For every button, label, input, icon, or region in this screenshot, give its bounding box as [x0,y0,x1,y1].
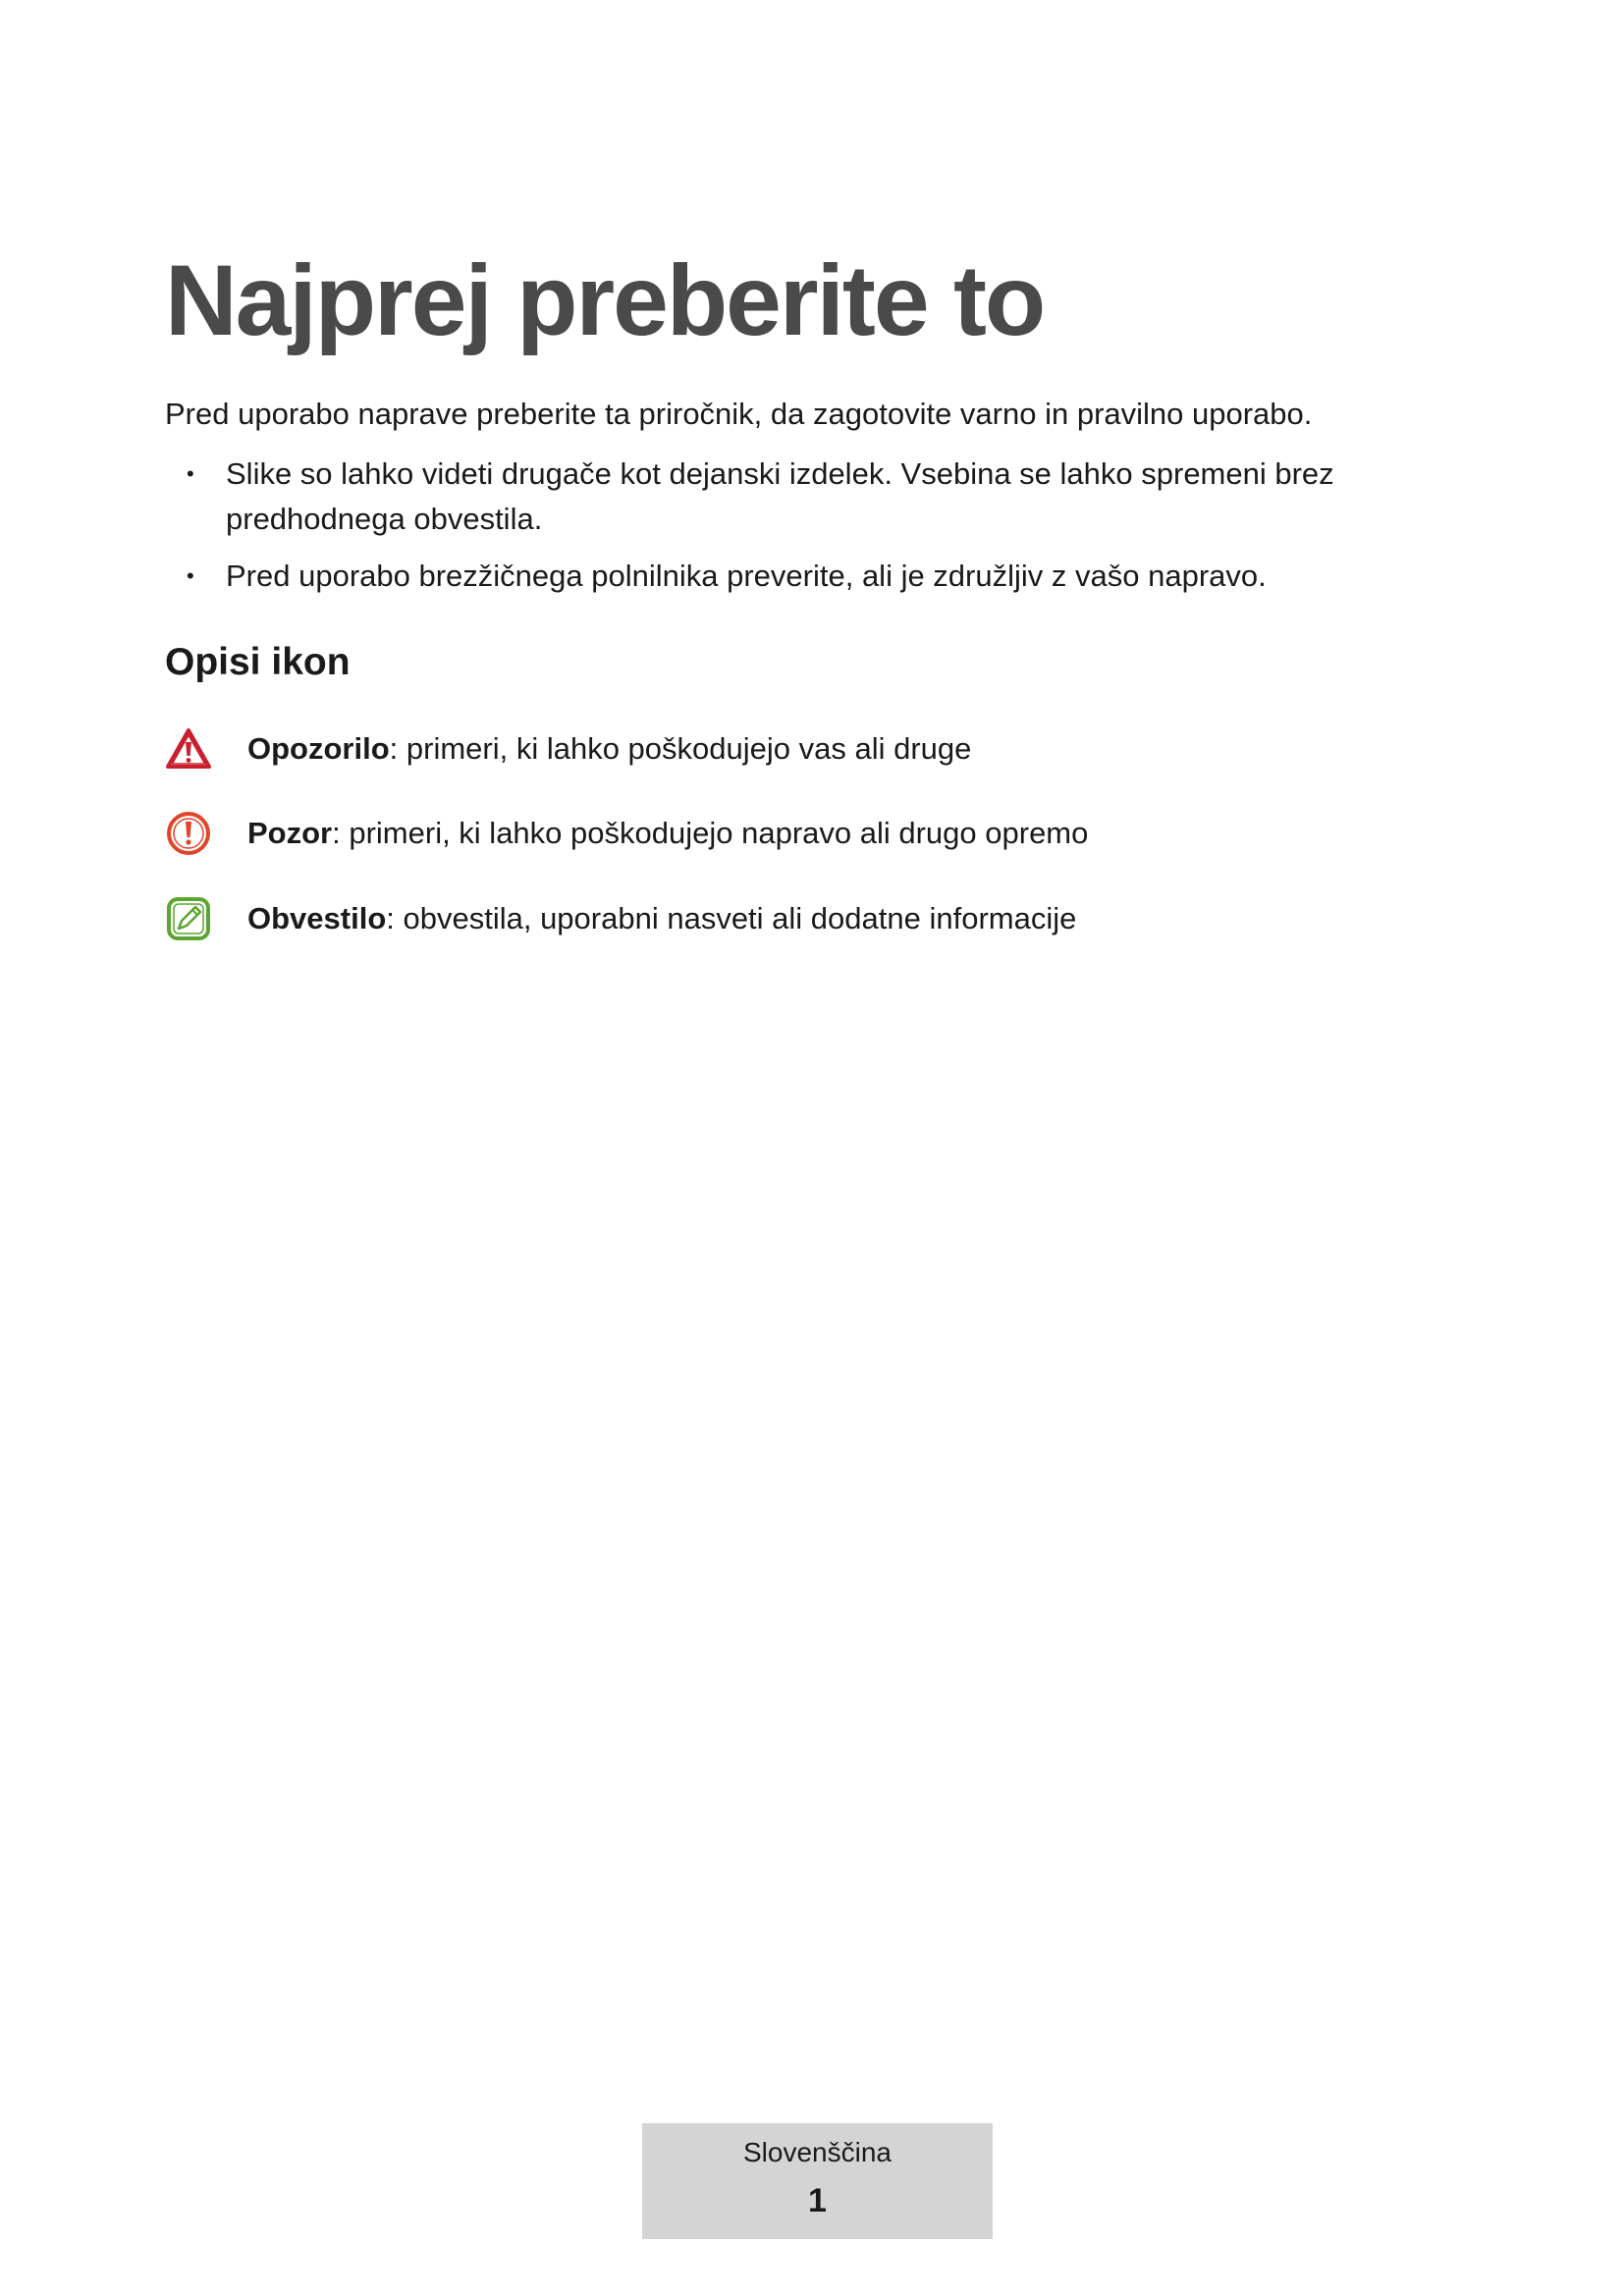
icon-term-description: : obvestila, uporabni nasveti ali dodatne informacije [386,901,1077,935]
bullet-marker: • [187,461,194,486]
page-title: Najprej preberite to [165,244,1045,356]
section-heading: Opisi ikon [165,641,351,683]
footer-language: Slovenščina [743,2137,892,2167]
icon-term: Opozorilo [247,731,390,766]
icon-term-description: : primeri, ki lahko poškodujejo napravo ali drugo opremo [332,816,1089,850]
bullet-item [165,452,1402,542]
bullet-text: Slike so lahko videti drugače kot dejanski izdelek. Vsebina se lahko spremeni brez predhodnega obvestila. [226,456,1334,536]
intro-paragraph: Pred uporabo naprave preberite ta priročnik, da zagotovite varno in pravilno uporabo. [165,397,1313,431]
warning-triangle-icon [165,725,212,773]
icon-row-caution [165,809,1088,858]
page-number: 1 [808,2182,827,2219]
icon-row-note [165,894,1076,943]
icon-description [247,901,1076,936]
caution-circle-icon [165,810,212,857]
page-footer [642,2123,993,2239]
note-pencil-icon [165,895,212,942]
icon-row-warning [165,724,971,774]
icon-description [247,731,971,767]
bullet-list [165,452,1402,611]
bullet-item [165,554,1402,599]
icon-term: Pozor [247,816,333,850]
icon-description [247,816,1088,851]
icon-term: Obvestilo [247,901,387,935]
bullet-text: Pred uporabo brezžičnega polnilnika preverite, ali je združljiv z vašo napravo. [226,559,1267,593]
icon-term-description: : primeri, ki lahko poškodujejo vas ali druge [389,731,972,766]
bullet-marker: • [187,563,194,588]
